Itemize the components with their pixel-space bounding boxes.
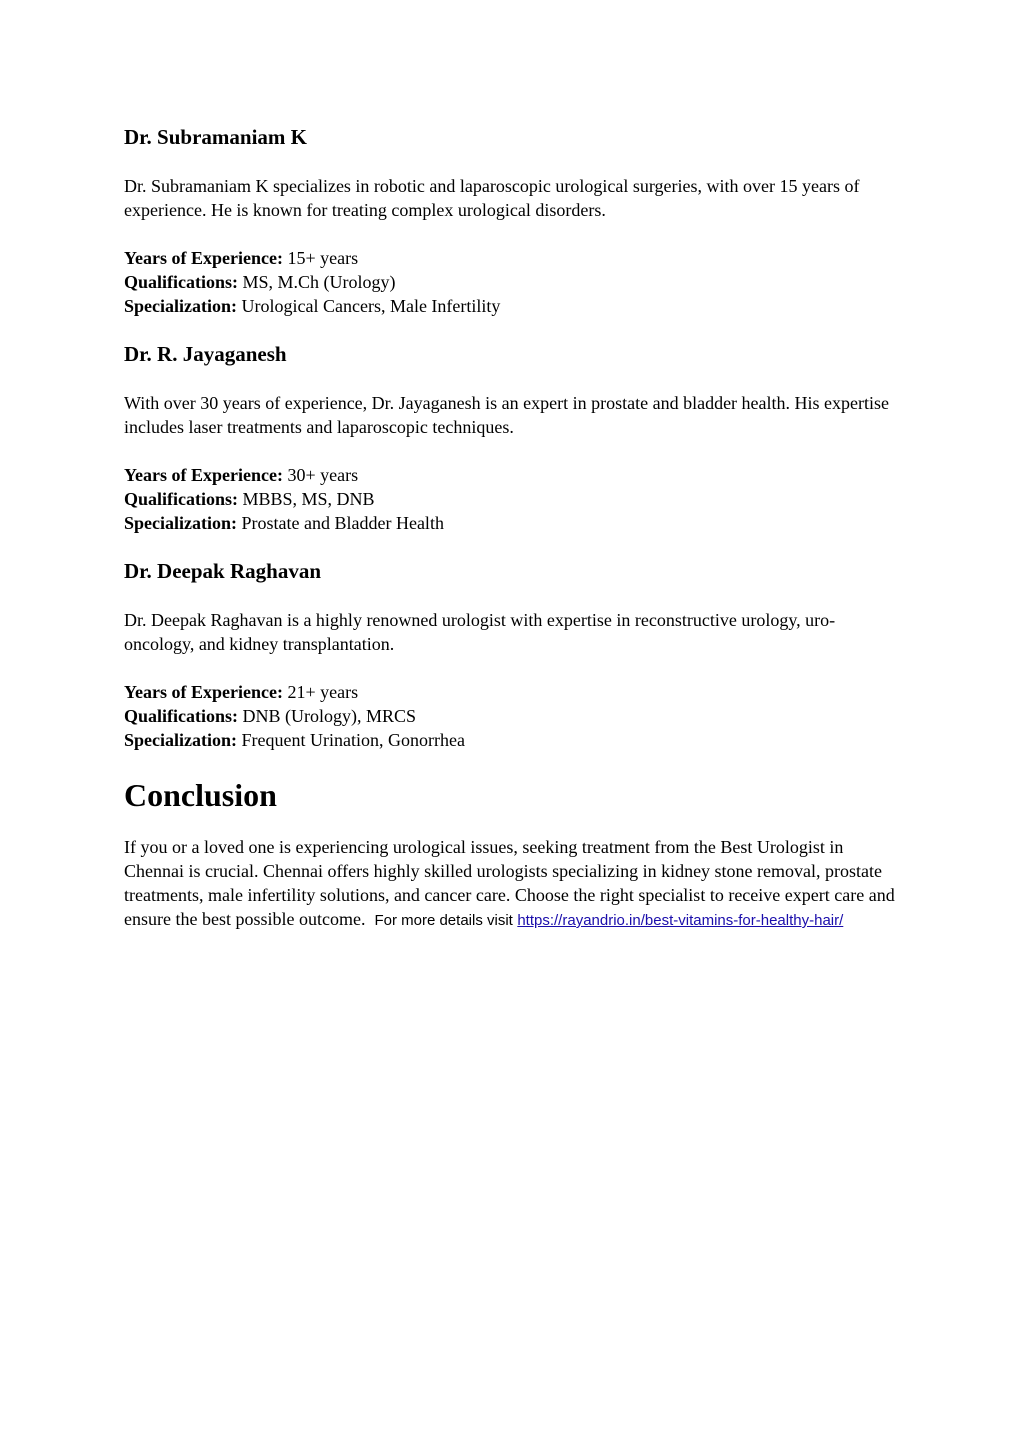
qualifications-line (124, 487, 904, 511)
conclusion-section (124, 775, 904, 933)
document-page (124, 124, 904, 933)
doctor-facts (124, 680, 904, 752)
qualifications-line (124, 270, 904, 294)
qualifications-label: Qualifications: (124, 706, 239, 726)
experience-line (124, 246, 904, 270)
doctor-name: Dr. Deepak Raghavan (124, 559, 321, 583)
experience-line (124, 680, 904, 704)
specialization-line (124, 511, 904, 535)
experience-line (124, 463, 904, 487)
qualifications-label: Qualifications: (124, 489, 239, 509)
specialization-line (124, 728, 904, 752)
doctor-facts (124, 463, 904, 535)
doctor-name: Dr. R. Jayaganesh (124, 342, 287, 366)
doctor-bio: With over 30 years of experience, Dr. Jayaganesh is an expert in prostate and bladder health. His expertise includes laser treatments and laparoscopic techniques. (124, 393, 889, 437)
qualifications-value: MS, M.Ch (Urology) (242, 272, 396, 292)
doctor-name: Dr. Subramaniam K (124, 125, 308, 149)
experience-value: 30+ years (287, 465, 359, 485)
conclusion-title: Conclusion (124, 777, 277, 813)
doctor-bio: Dr. Subramaniam K specializes in robotic and laparoscopic urological surgeries, with over 15 years of experience. He is known for treating complex urological disorders. (124, 176, 860, 220)
qualifications-label: Qualifications: (124, 272, 239, 292)
specialization-label: Specialization: (124, 513, 237, 533)
doctor-section-jayaganesh (124, 341, 904, 535)
specialization-label: Specialization: (124, 296, 237, 316)
details-link[interactable]: https://rayandrio.in/best-vitamins-for-healthy-hair/ (517, 912, 844, 929)
experience-value: 15+ years (287, 248, 359, 268)
specialization-value: Urological Cancers, Male Infertility (241, 296, 501, 316)
specialization-value: Prostate and Bladder Health (241, 513, 444, 533)
qualifications-value: MBBS, MS, DNB (242, 489, 375, 509)
conclusion-text: If you or a loved one is experiencing urological issues, seeking treatment from the Best Urologist in Chennai is crucial. Chennai offers highly skilled urologists specializing in kidney stone removal, prostate treatments, male infertility solutions, and cancer care. Choose the right specialist to receive expert care and ensure the best possible outcome. (124, 837, 895, 929)
conclusion-paragraph (124, 835, 904, 933)
specialization-line (124, 294, 904, 318)
doctor-section-raghavan (124, 558, 904, 752)
experience-label: Years of Experience: (124, 248, 283, 268)
doctor-bio: Dr. Deepak Raghavan is a highly renowned urologist with expertise in reconstructive urology, uro-oncology, and kidney transplantation. (124, 610, 836, 654)
qualifications-line (124, 704, 904, 728)
qualifications-value: DNB (Urology), MRCS (242, 706, 417, 726)
doctor-facts (124, 246, 904, 318)
experience-value: 21+ years (287, 682, 359, 702)
experience-label: Years of Experience: (124, 465, 283, 485)
more-details-text: For more details visit (374, 912, 513, 929)
specialization-label: Specialization: (124, 730, 237, 750)
doctor-section-subramaniam (124, 124, 904, 318)
experience-label: Years of Experience: (124, 682, 283, 702)
specialization-value: Frequent Urination, Gonorrhea (241, 730, 465, 750)
